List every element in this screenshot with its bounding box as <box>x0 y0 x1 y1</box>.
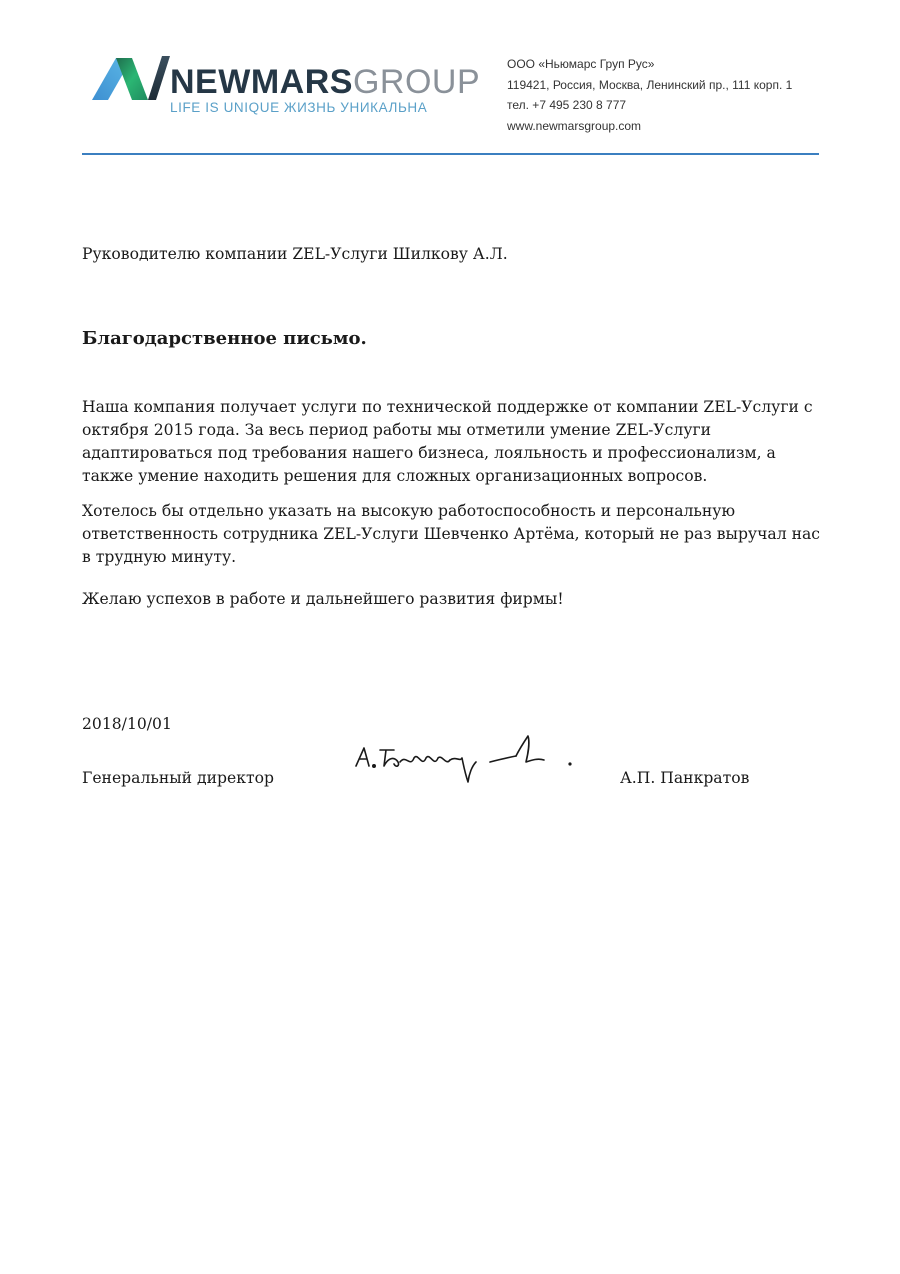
newmars-n-logo-icon <box>90 52 170 116</box>
header-divider <box>82 153 819 155</box>
company-phone: тел. +7 495 230 8 777 <box>507 98 627 112</box>
company-contact-block <box>507 54 792 136</box>
brand-name-light: GROUP <box>352 63 481 101</box>
brand-name-bold: NEWMARS <box>170 63 353 101</box>
letter-recipient: Руководителю компании ZEL-Услуги Шилкову А.Л. <box>82 245 508 263</box>
letter-title: Благодарственное письмо. <box>82 328 367 349</box>
brand-name <box>170 64 480 100</box>
signer-position: Генеральный директор <box>82 769 274 787</box>
letter-paragraph: Желаю успехов в работе и дальнейшего развития фирмы! <box>82 590 564 608</box>
company-name: ООО «Ньюмарс Груп Рус» <box>507 57 655 71</box>
letter-paragraph: Наша компания получает услуги по технической поддержке от компании ZEL-Услуги с октября 2015 года. За весь период работы мы отметили умение ZEL-Услуги адаптироваться под требования нашего бизнеса, лояльность и профессионализм, а также умение находить решения для сложных организационных вопросов. <box>82 398 813 485</box>
letterhead <box>82 40 819 156</box>
signer-name: А.П. Панкратов <box>620 769 750 787</box>
letter-date: 2018/10/01 <box>82 715 172 733</box>
company-logo <box>90 52 481 116</box>
letter-paragraph: Хотелось бы отдельно указать на высокую работоспособность и персональную ответственность сотрудника ZEL-Услуги Шевченко Артёма, который не раз выручал нас в трудную минуту. <box>82 502 821 566</box>
brand-slogan: LIFE IS UNIQUE ЖИЗНЬ УНИКАЛЬНА <box>170 100 428 115</box>
handwritten-signature <box>350 728 580 788</box>
company-website: www.newmarsgroup.com <box>507 118 642 133</box>
company-address: 119421, Россия, Москва, Ленинский пр., 111 корп. 1 <box>507 77 793 92</box>
